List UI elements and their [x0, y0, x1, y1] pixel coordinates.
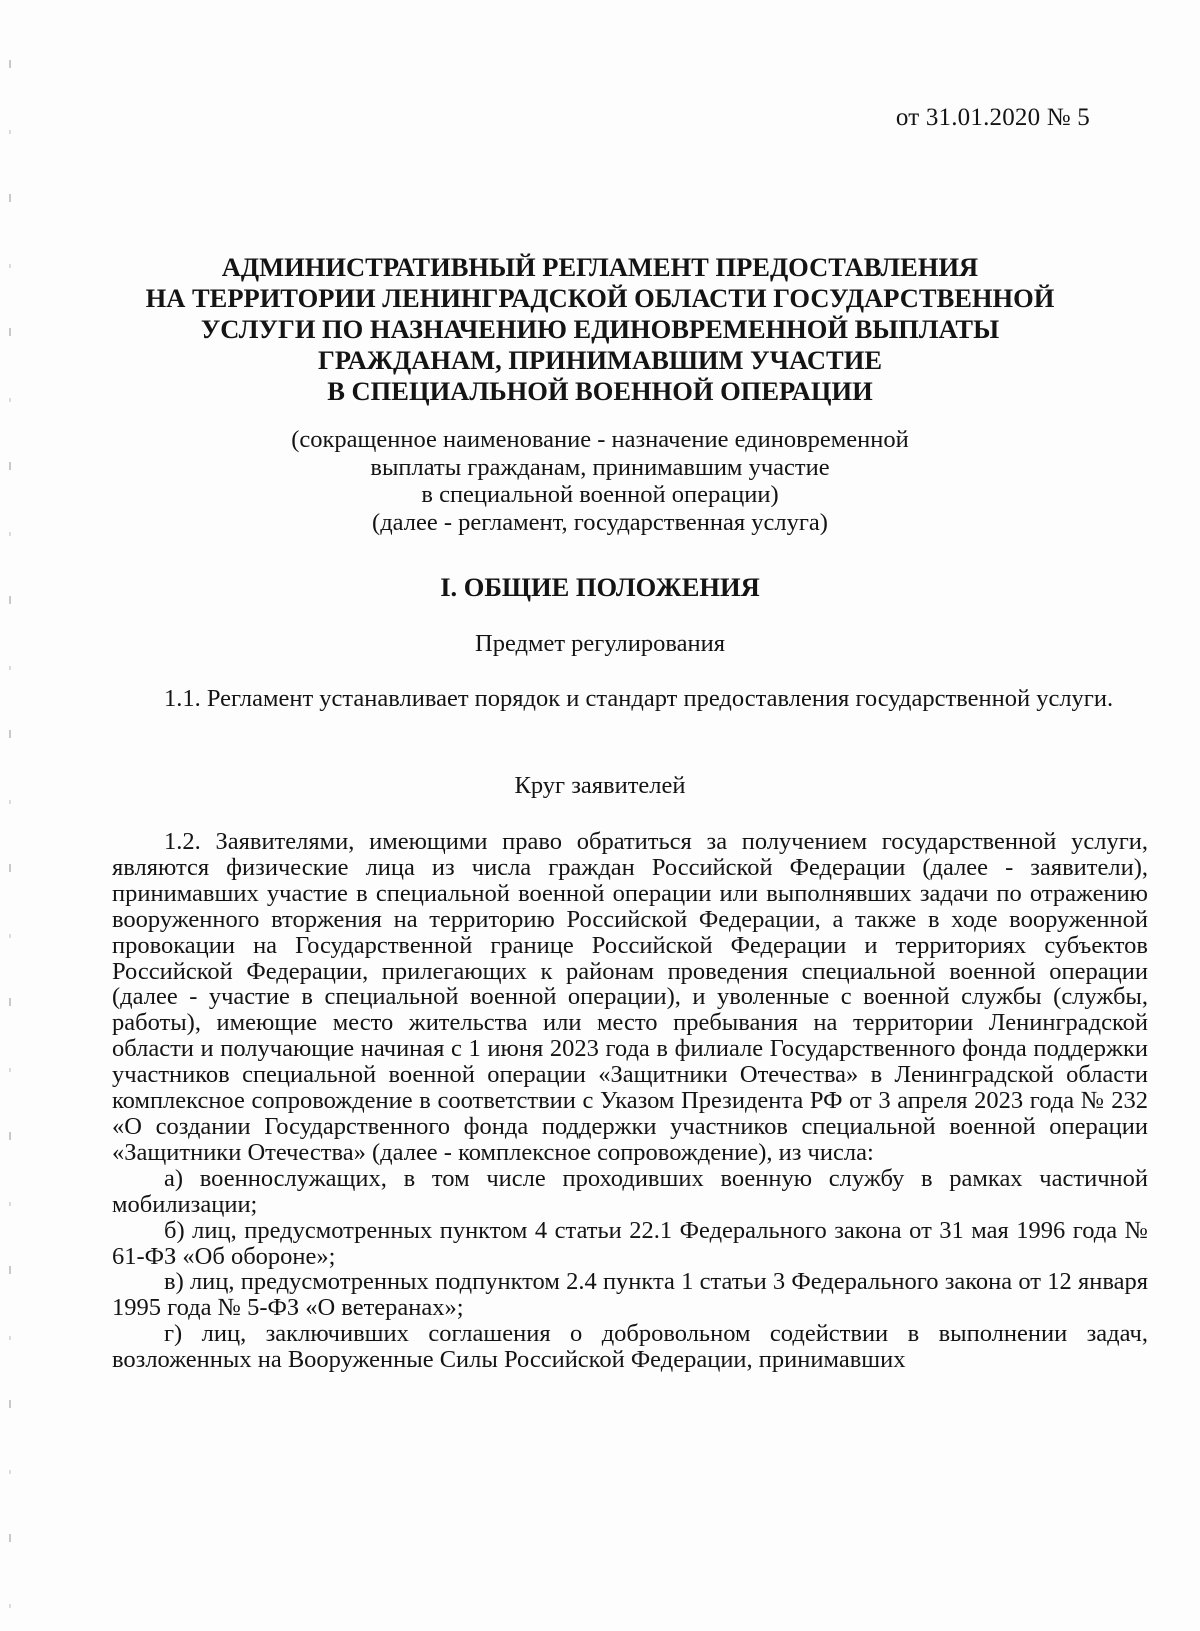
title-line: АДМИНИСТРАТИВНЫЙ РЕГЛАМЕНТ ПРЕДОСТАВЛЕНИЯ	[221, 252, 979, 282]
document-title	[100, 252, 1100, 407]
short-name-block	[100, 426, 1100, 536]
title-line: УСЛУГИ ПО НАЗНАЧЕНИЮ ЕДИНОВРЕМЕННОЙ ВЫПЛАТЫ	[200, 314, 1000, 344]
paragraph-1-2-block	[112, 829, 1148, 1373]
list-item-a: а) военнослужащих, в том числе проходивших военную службу в рамках частичной мобилизации;	[112, 1164, 1148, 1218]
short-name-line: (сокращенное наименование - назначение единовременной	[291, 426, 909, 453]
document-date-number: от 31.01.2020 № 5	[895, 104, 1090, 131]
section-title: I. ОБЩИЕ ПОЛОЖЕНИЯ	[440, 572, 760, 602]
short-name-line: (далее - регламент, государственная услуга)	[372, 508, 828, 536]
title-line: НА ТЕРРИТОРИИ ЛЕНИНГРАДСКОЙ ОБЛАСТИ ГОСУДАРСТВЕННОЙ	[145, 283, 1055, 313]
short-name-line: выплаты гражданам, принимавшим участие	[370, 453, 830, 481]
list-item-b: б) лиц, предусмотренных пунктом 4 статьи 22.1 Федерального закона от 31 мая 1996 года № 61-ФЗ «Об обороне»;	[112, 1216, 1148, 1270]
short-name-line: в специальной военной операции)	[421, 481, 779, 508]
list-item-v: в) лиц, предусмотренных подпунктом 2.4 пункта 1 статьи 3 Федерального закона от 12 января 1995 года № 5-ФЗ «О ветеранах»;	[112, 1268, 1148, 1322]
title-line: ГРАЖДАНАМ, ПРИНИМАВШИМ УЧАСТИЕ	[317, 345, 882, 375]
scan-edge-marks	[9, 0, 11, 1631]
paragraph-1-1-block	[112, 686, 1148, 712]
applicants-heading: Круг заявителей	[514, 772, 686, 799]
paragraph-1-2: 1.2. Заявителями, имеющими право обратиться за получением государственной услуги, являются физические лица из числа граждан Российской Федерации (далее - заявители), принимавших участие в специальной военной операции или выполнявших задачи по отражению вооруженного вторжения на территорию Российской Федерации, а также в ходе вооруженной провокации на Государственной границе Российской Федерации и территориях субъектов Российской Федерации, прилегающих к районам проведения специальной военной операции (далее - участие в специальной военной операции), и уволенные с военной службы (службы, работы), имеющие место жительства или место пребывания на территории Ленинградской области и получающие начиная с 1 июня 2023 года в филиале Государственного фонда поддержки участников специальной военной операции «Защитники Отечества» в Ленинградской области комплексное сопровождение в соответствии с Указом Президента РФ от 3 апреля 2023 года № 232 «О создании Государственного фонда поддержки участников специальной военной операции «Защитники Отечества» (далее - комплексное сопровождение), из числа:	[112, 828, 1148, 1166]
paragraph-1-1: 1.1. Регламент устанавливает порядок и стандарт предоставления государственной услуги.	[164, 685, 1114, 712]
title-line: В СПЕЦИАЛЬНОЙ ВОЕННОЙ ОПЕРАЦИИ	[327, 376, 873, 406]
list-item-g: г) лиц, заключивших соглашения о добровольном содействии в выполнении задач, возложенных на Вооруженные Силы Российской Федерации, принимавших	[112, 1320, 1148, 1374]
subject-heading: Предмет регулирования	[475, 630, 725, 657]
